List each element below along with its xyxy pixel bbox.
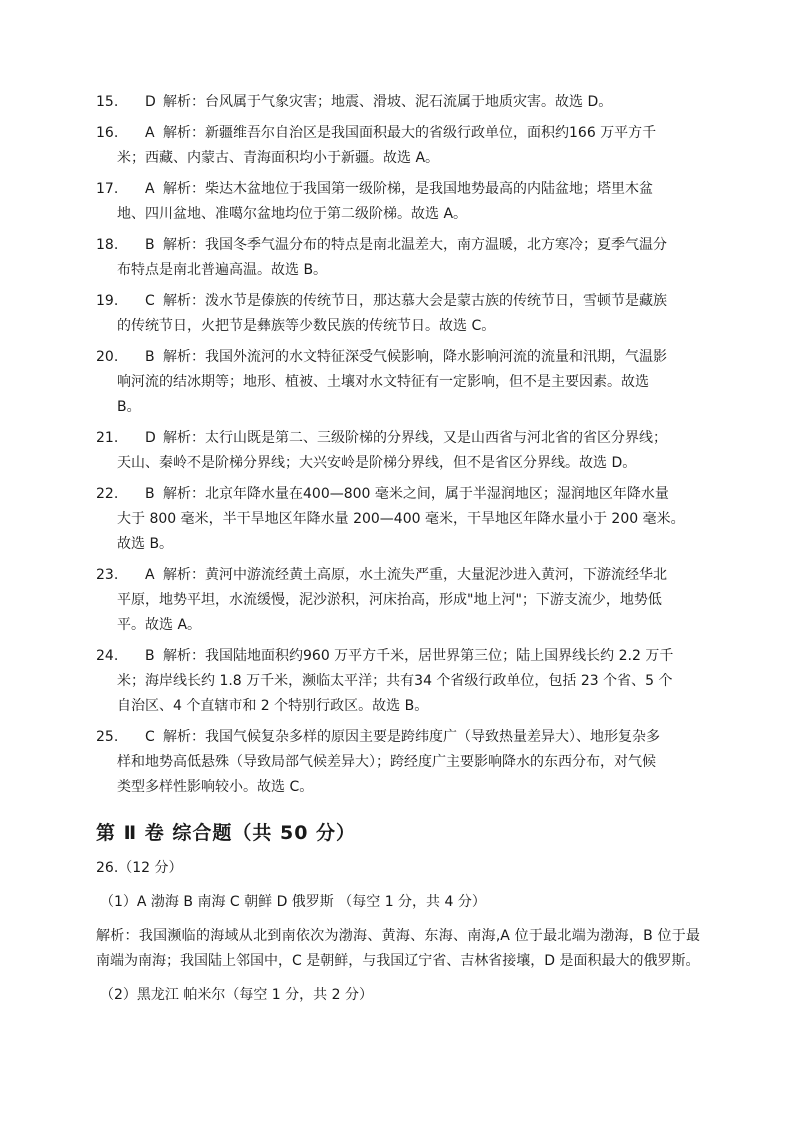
answer-item <box>96 121 696 171</box>
question-number: 23. <box>96 567 119 583</box>
answer-letter: D <box>145 94 156 110</box>
answer-continuation-line: 平原，地势平坦，水流缓慢，泥沙淤积，河床抬高，形成"地上河"；下游支流少，地势低 <box>117 592 662 608</box>
answer-continuation-line: B。 <box>117 399 141 415</box>
answer-explanation-text: 解析：北京年降水量在400—800 毫米之间，属于半湿润地区；湿润地区年降水量 <box>163 486 669 502</box>
answer-first-line <box>96 90 696 115</box>
answer-first-line <box>96 233 696 258</box>
answer-letter: C <box>145 729 155 745</box>
question-number: 15. <box>96 94 119 110</box>
answer-letter: B <box>145 486 155 502</box>
question-number: 18. <box>96 237 119 253</box>
answer-letter: B <box>145 648 155 664</box>
question-26-header: 26.（12 分） <box>96 860 183 876</box>
answer-explanation-text: 解析：我国外流河的水文特征深受气候影响，降水影响河流的流量和汛期，气温影 <box>163 349 667 365</box>
answer-first-line <box>96 121 696 146</box>
answer-letter: A <box>145 567 155 583</box>
answer-first-line <box>96 177 696 202</box>
answer-first-line <box>96 563 696 588</box>
answer-item <box>96 90 696 115</box>
question-number: 22. <box>96 486 119 502</box>
answer-explanation-text: 解析：柴达木盆地位于我国第一级阶梯，是我国地势最高的内陆盆地；塔里木盆 <box>163 181 653 197</box>
answer-explanation-text: 解析：我国气候复杂多样的原因主要是跨纬度广（导致热量差异大）、地形复杂多 <box>163 729 660 745</box>
question-26-part-2-answer: （2）黑龙江 帕米尔（每空 1 分，共 2 分） <box>100 987 373 1003</box>
answer-continuation-line: 的传统节日，火把节是彝族等少数民族的传统节日。故选 C。 <box>117 318 496 334</box>
answer-explanation-text: 解析：台风属于气象灾害；地震、滑坡、泥石流属于地质灾害。故选 D。 <box>163 94 613 110</box>
answer-item <box>96 644 696 719</box>
question-number: 21. <box>96 430 119 446</box>
answer-first-line <box>96 289 696 314</box>
answer-first-line <box>96 426 696 451</box>
answer-letter: D <box>145 430 156 446</box>
answer-item <box>96 725 696 800</box>
answer-continuation-line: 大于 800 毫米，半干旱地区年降水量 200—400 毫米，干旱地区年降水量小于 200 毫米。 <box>117 511 685 527</box>
answer-continuation-line: 米；海岸线长约 1.8 万千米，濒临太平洋；共有34 个省级行政单位，包括 23 个省、5 个 <box>117 673 673 689</box>
answer-explanations-list <box>96 90 696 806</box>
question-number: 24. <box>96 648 119 664</box>
answer-explanation-text: 解析：泼水节是傣族的传统节日，那达慕大会是蒙古族的传统节日，雪顿节是藏族 <box>163 293 667 309</box>
answer-letter: B <box>145 237 155 253</box>
answer-item <box>96 563 696 638</box>
answer-continuation-line: 米；西藏、内蒙古、青海面积均小于新疆。故选 A。 <box>117 150 440 166</box>
answer-continuation-line: 地、四川盆地、准噶尔盆地均位于第二级阶梯。故选 A。 <box>117 206 468 222</box>
answer-explanation-text: 解析：太行山既是第二、三级阶梯的分界线，又是山西省与河北省的省区分界线； <box>163 430 667 446</box>
answer-letter: A <box>145 181 155 197</box>
question-number: 16. <box>96 125 119 141</box>
answer-continuation-line: 天山、秦岭不是阶梯分界线；大兴安岭是阶梯分界线，但不是省区分界线。故选 D。 <box>117 455 637 471</box>
answer-item <box>96 345 696 420</box>
answer-explanation-text: 解析：我国陆地面积约960 万平方千米，居世界第三位；陆上国界线长约 2.2 万千 <box>163 648 674 664</box>
answer-explanation-text: 解析：黄河中游流经黄土高原，水土流失严重，大量泥沙进入黄河，下游流经华北 <box>163 567 667 583</box>
question-26-block <box>96 856 700 1008</box>
answer-item <box>96 177 696 227</box>
question-number: 17. <box>96 181 119 197</box>
answer-continuation-line: 平。故选 A。 <box>117 617 202 633</box>
answer-explanation-text: 解析：我国冬季气温分布的特点是南北温差大，南方温暖，北方寒冷；夏季气温分 <box>163 237 667 253</box>
answer-letter: C <box>145 293 155 309</box>
answer-continuation-line: 响河流的结冰期等；地形、植被、土壤对水文特征有一定影响，但不是主要因素。故选 <box>117 374 649 390</box>
answer-item <box>96 426 696 476</box>
question-number: 19. <box>96 293 119 309</box>
section-title: 第 Ⅱ 卷 综合题（共 50 分） <box>96 822 357 844</box>
answer-item <box>96 482 696 557</box>
answer-first-line <box>96 345 696 370</box>
question-number: 20. <box>96 349 119 365</box>
answer-first-line <box>96 644 696 669</box>
answer-continuation-line: 故选 B。 <box>117 536 174 552</box>
answer-letter: B <box>145 349 155 365</box>
question-26-explanation: 解析：我国濒临的海域从北到南依次为渤海、黄海、东海、南海,A 位于最北端为渤海，B 位于最南端为南海；我国陆上邻国中，C 是朝鲜，与我国辽宁省、吉林省接壤，D 是面积最大的俄罗斯。 <box>96 928 700 969</box>
answer-item <box>96 233 696 283</box>
answer-first-line <box>96 725 696 750</box>
answer-item <box>96 289 696 339</box>
answer-explanation-text: 解析：新疆维吾尔自治区是我国面积最大的省级行政单位，面积约166 万平方千 <box>163 125 657 141</box>
answer-continuation-line: 自治区、4 个直辖市和 2 个特别行政区。故选 B。 <box>117 698 429 714</box>
answer-letter: A <box>145 125 155 141</box>
answer-continuation-line: 样和地势高低悬殊（导致局部气候差异大）；跨经度广主要影响降水的东西分布，对气候 <box>117 754 656 770</box>
question-26-part-1-answer: （1）A 渤海 B 南海 C 朝鲜 D 俄罗斯 （每空 1 分，共 4 分） <box>100 894 486 910</box>
answer-continuation-line: 布特点是南北普遍高温。故选 B。 <box>117 262 328 278</box>
answer-first-line <box>96 482 696 507</box>
question-number: 25. <box>96 729 119 745</box>
answer-continuation-line: 类型多样性影响较小。故选 C。 <box>117 779 314 795</box>
